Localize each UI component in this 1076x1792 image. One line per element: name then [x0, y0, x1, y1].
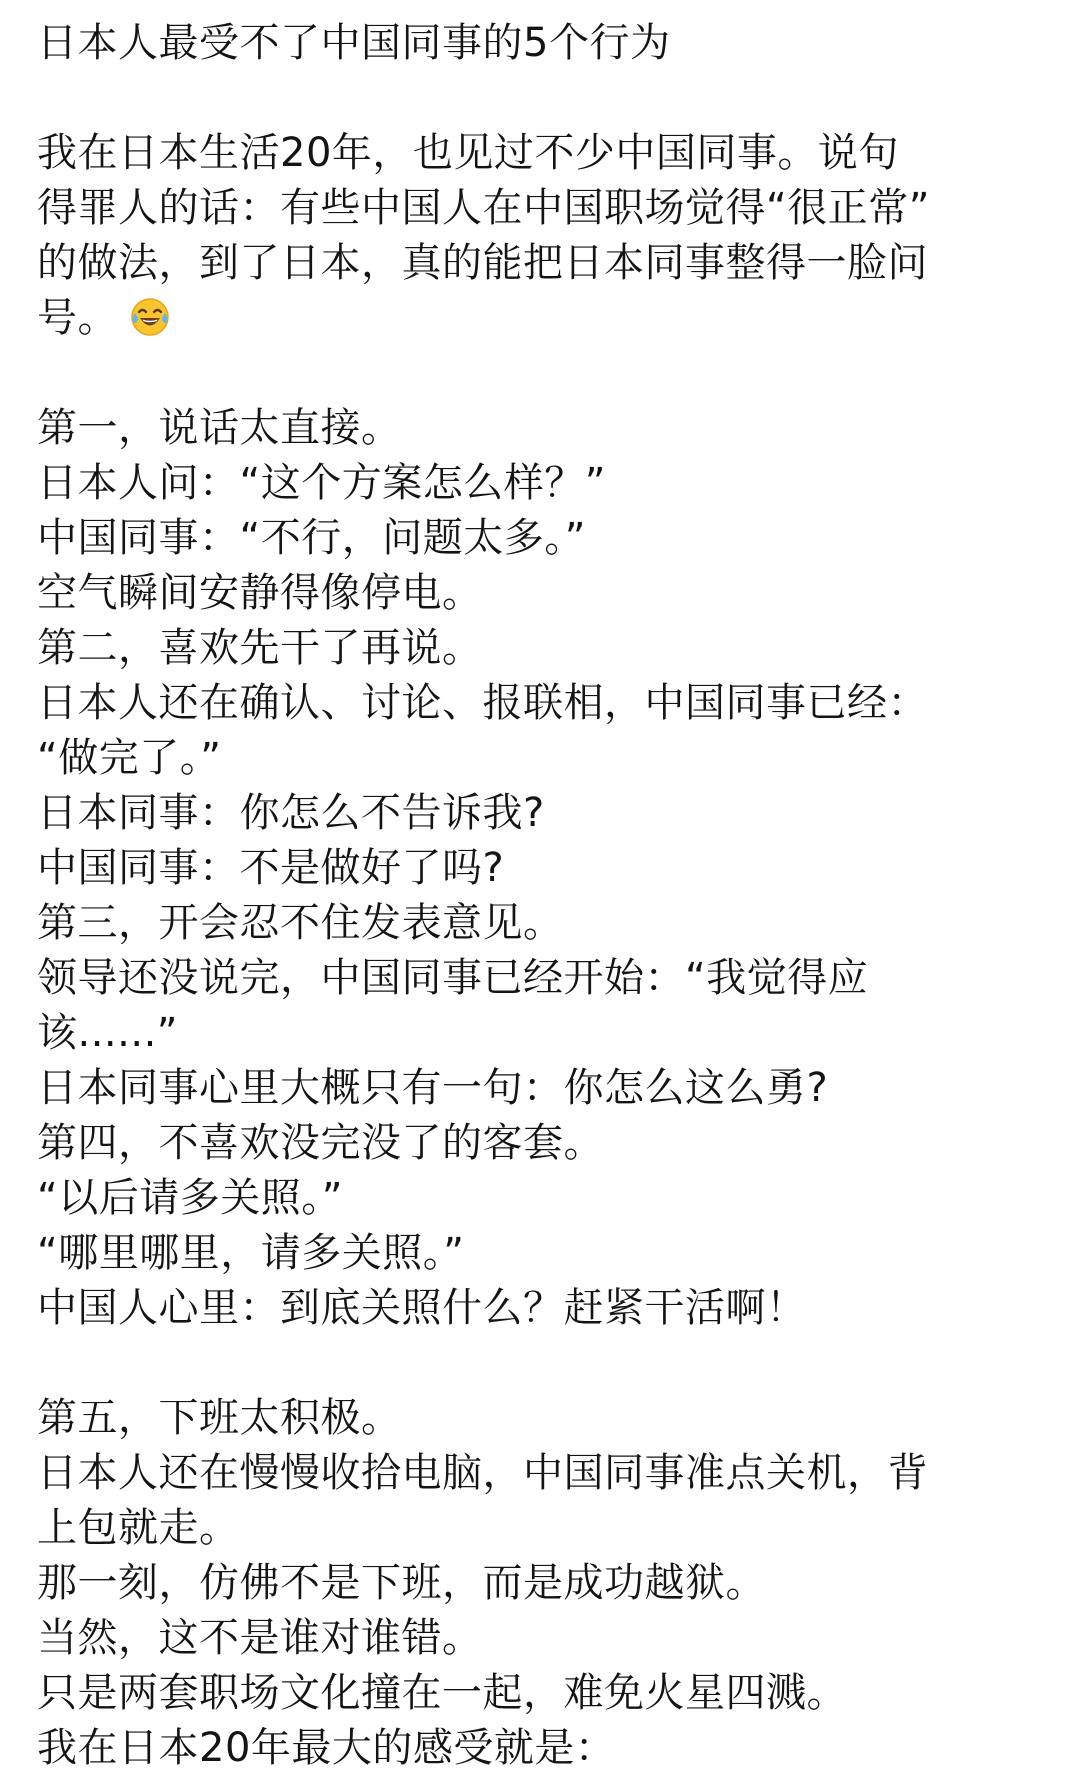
body-line: 第四，不喜欢没完没了的客套。 [37, 1120, 604, 1166]
body-line: 日本人还在确认、讨论、报联相，中国同事已经： [37, 680, 928, 726]
intro-line-text: 号。 [37, 295, 118, 341]
body-line: 日本同事：你怎么不告诉我? [37, 790, 545, 836]
body-line: 该......” [37, 1010, 179, 1056]
body-line: 第一，说话太直接。 [37, 405, 402, 451]
body-line: 中国同事：不是做好了吗? [37, 845, 505, 891]
body-line: 第三，开会忍不住发表意见。 [37, 900, 564, 946]
intro-last-line [37, 291, 1047, 346]
intro-line: 得罪人的话：有些中国人在中国职场觉得“很正常” [37, 185, 930, 231]
post-body [37, 16, 1047, 1776]
intro-paragraph [37, 126, 1047, 346]
body-line: “以后请多关照。” [37, 1175, 343, 1221]
paragraph-gap [37, 71, 1047, 126]
face-with-tears-of-joy-icon [130, 297, 170, 337]
body-line: 上包就走。 [37, 1505, 240, 1551]
body-line: 第五，下班太积极。 [37, 1395, 402, 1441]
body-line: 当然，这不是谁对谁错。 [37, 1615, 483, 1661]
body-line: 领导还没说完，中国同事已经开始：“我觉得应 [37, 955, 869, 1001]
paragraph-gap [37, 1336, 1047, 1391]
body-line: 只是两套职场文化撞在一起，难免火星四溅。 [37, 1670, 847, 1716]
post-title: 日本人最受不了中国同事的5个行为 [37, 20, 671, 66]
body-line: 中国同事：“不行，问题太多。” [37, 515, 586, 561]
body-line: “哪里哪里，请多关照。” [37, 1230, 465, 1276]
section-five [37, 1391, 1047, 1776]
body-line: 第二，喜欢先干了再说。 [37, 625, 483, 671]
body-line: 我在日本20年最大的感受就是： [37, 1725, 616, 1771]
section-one-to-four [37, 401, 1047, 1336]
body-line: 中国人心里：到底关照什么？赶紧干活啊！ [37, 1285, 807, 1331]
body-line: 空气瞬间安静得像停电。 [37, 570, 483, 616]
body-line: 日本人问：“这个方案怎么样？” [37, 460, 606, 506]
body-line: 日本人还在慢慢收拾电脑，中国同事准点关机，背 [37, 1450, 928, 1496]
paragraph-gap [37, 346, 1047, 401]
intro-line: 我在日本生活20年，也见过不少中国同事。说句 [37, 130, 899, 176]
body-line: “做完了。” [37, 735, 222, 781]
body-line: 那一刻，仿佛不是下班，而是成功越狱。 [37, 1560, 766, 1606]
intro-line: 的做法，到了日本，真的能把日本同事整得一脸问 [37, 240, 928, 286]
body-line: 日本同事心里大概只有一句：你怎么这么勇? [37, 1065, 829, 1111]
